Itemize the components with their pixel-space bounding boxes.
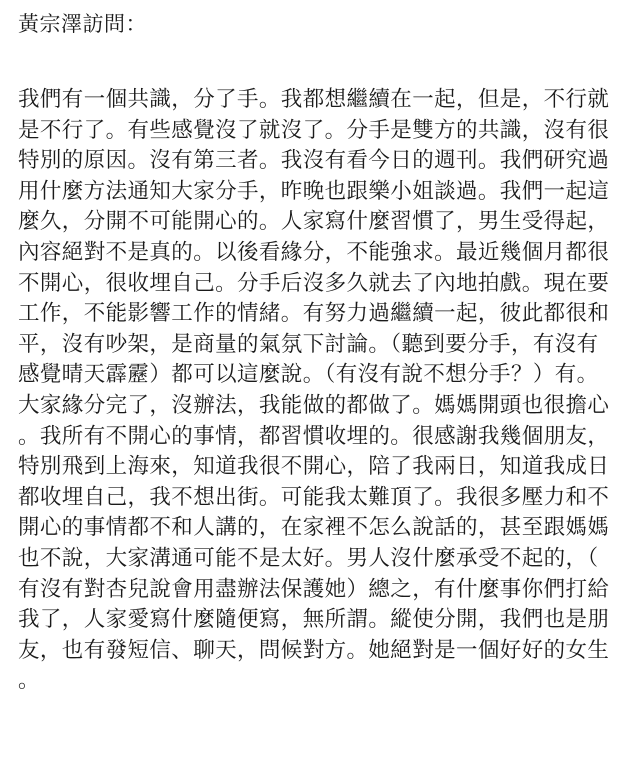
text-line: 平，沒有吵架，是商量的氣氛下討論。（聽到要分手，有沒有	[18, 331, 599, 357]
text-line: 用什麼方法通知大家分手，昨晚也跟樂小姐談過。我們一起這	[18, 178, 610, 204]
text-line: 我了，人家愛寫什麼隨便寫，無所謂。縱使分開，我們也是朋	[18, 607, 610, 633]
text-line: 都收埋自己，我不想出街。可能我太難頂了。我很多壓力和不	[18, 484, 610, 510]
text-line: 有沒有對杏兒說會用盡辦法保護她）總之，有什麼事你們打給	[18, 576, 610, 602]
text-line: 內容絕對不是真的。以後看緣分，不能強求。最近幾個月都很	[18, 239, 610, 265]
text-line: 不開心，很收埋自己。分手后沒多久就去了內地拍戲。現在要	[18, 270, 610, 296]
text-line: 是不行了。有些感覺沒了就沒了。分手是雙方的共識，沒有很	[18, 117, 610, 143]
text-line: 麼久，分開不可能開心的。人家寫什麼習慣了，男生受得起，	[18, 209, 610, 235]
text-line: 友，也有發短信、聊天，問候對方。她絕對是一個好好的女生	[18, 637, 610, 663]
text-line: 特別的原因。沒有第三者。我沒有看今日的週刊。我們研究過	[18, 148, 610, 174]
text-line: 。我所有不開心的事情，都習慣收埋的。很感謝我幾個朋友，	[18, 423, 610, 449]
text-line: 也不說，大家溝通可能不是太好。男人沒什麼承受不起的，（	[18, 545, 599, 571]
interview-body	[18, 85, 628, 697]
document-heading: 黃宗澤訪問：	[18, 12, 147, 36]
text-line: 大家緣分完了，沒辦法，我能做的都做了。媽媽開頭也很擔心	[18, 392, 610, 418]
text-line: 開心的事情都不和人講的，在家裡不怎么說話的，甚至跟媽媽	[18, 515, 610, 541]
text-line: 工作，不能影響工作的情緒。有努力過繼續一起，彼此都很和	[18, 301, 610, 327]
text-line: 我們有一個共識，分了手。我都想繼續在一起，但是，不行就	[18, 87, 610, 112]
text-line: 。	[18, 668, 40, 694]
text-line: 特別飛到上海來，知道我很不開心，陪了我兩日，知道我成日	[18, 454, 610, 480]
text-line: 感覺晴天霹靂）都可以這麼說。（有沒有說不想分手？）有。	[18, 362, 599, 388]
